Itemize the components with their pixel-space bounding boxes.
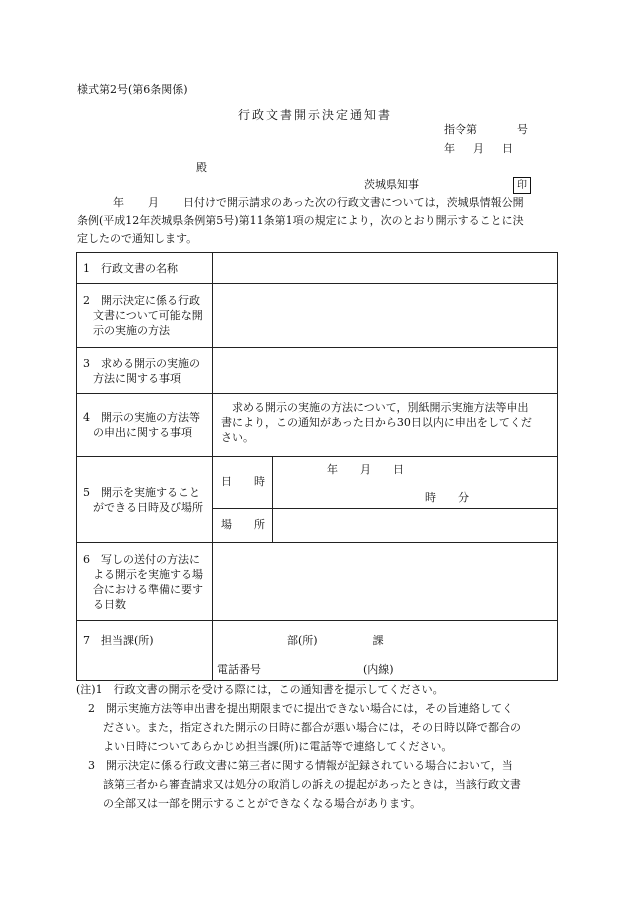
label-line: 示の実施の方法 — [93, 324, 170, 337]
field-contact — [213, 621, 558, 681]
issue-date — [444, 142, 513, 157]
intro-line-3: 定したので通知します。 — [77, 232, 198, 245]
intro-month: 月 — [148, 196, 159, 209]
contact-dept: 部(所) 課 — [287, 633, 384, 647]
date-day: 日 — [502, 142, 513, 155]
label-line: 5 開示を実施すること — [83, 485, 200, 499]
label-line: 2 開示決定に係る行政 — [83, 294, 200, 307]
row-disclosure-method — [77, 284, 558, 348]
document-title: 行政文書開示決定通知書 — [237, 108, 392, 122]
label-document-name: 1 行政文書の名称 — [77, 253, 213, 284]
label-contact: 7 担当課(所) — [77, 621, 213, 681]
label-datetime: 日 時 — [213, 457, 273, 509]
field-disclosure-method — [213, 284, 558, 348]
intro-year: 年 — [113, 196, 124, 209]
seal-mark: 印 — [513, 177, 531, 194]
note-3-line-2: 該第三者から審査請求又は処分の取消しの訴えの提起があったときは，当該行政文書 — [103, 778, 521, 791]
field-preparation-days — [213, 543, 558, 621]
label-datetime-place — [77, 457, 213, 543]
ref-prefix: 指令第 — [444, 123, 477, 136]
label-line: 文書について可能な開 — [93, 309, 203, 322]
row-application — [77, 394, 558, 457]
label-line: 3 求める開示の実施の — [83, 356, 200, 370]
contact-phone-label: 電話番号 — [217, 662, 261, 676]
row-datetime — [77, 457, 558, 509]
notice-line: 書により，この通知があった日から30日以内に申出をしてくだ — [221, 416, 532, 429]
datetime-date: 年 月 日 — [327, 462, 404, 476]
label-line: 合における準備に要す — [93, 582, 203, 596]
label-line: 4 開示の実施の方法等 — [83, 411, 200, 424]
note-2-line-2: ださい。また，指定された開示の日時に都合が悪い場合には，その日時以降で都合の — [103, 721, 521, 734]
label-application — [77, 394, 213, 457]
intro-paragraph — [77, 194, 557, 248]
field-document-name — [213, 253, 558, 284]
form-number: 様式第2号(第6条関係) — [77, 83, 188, 96]
sender-name: 茨城県知事 — [364, 178, 419, 191]
datetime-time: 時 分 — [425, 490, 469, 504]
label-line: ができる日時及び場所 — [93, 500, 203, 514]
notes-section — [76, 680, 556, 813]
note-2-line-3: よい日時についてあらかじめ担当課(所)に電話等で連絡してください。 — [103, 740, 453, 753]
application-notice — [213, 394, 558, 457]
label-place: 場 所 — [213, 509, 273, 543]
addressee: 殿 — [196, 161, 207, 174]
reference-number — [444, 123, 528, 138]
label-requested-method — [77, 348, 213, 394]
note-3-line-1: 3 開示決定に係る行政文書に第三者に関する情報が記録されている場合において，当 — [88, 759, 513, 772]
field-requested-method — [213, 348, 558, 394]
note-3-line-3: の全部又は一部を開示することができなくなる場合があります。 — [103, 797, 422, 810]
row-document-name — [77, 253, 558, 284]
field-datetime — [273, 457, 558, 509]
row-preparation-days — [77, 543, 558, 621]
label-line: 方法に関する事項 — [93, 371, 181, 385]
label-line: の申出に関する事項 — [93, 426, 192, 439]
row-contact — [77, 621, 558, 681]
label-disclosure-method — [77, 284, 213, 348]
intro-line-1 — [77, 194, 557, 212]
row-requested-method — [77, 348, 558, 394]
notice-line: さい。 — [221, 431, 254, 444]
note-2-line-1: 2 開示実施方法等申出書を提出期限までに提出できない場合には，その旨連絡してく — [88, 702, 513, 715]
label-line: よる開示を実施する場 — [93, 567, 203, 581]
contact-extension-label: (内線) — [363, 662, 394, 676]
date-year: 年 — [444, 142, 455, 155]
label-preparation-days — [77, 543, 213, 621]
label-line: る日数 — [93, 597, 126, 611]
label-line: 6 写しの送付の方法に — [83, 552, 200, 566]
intro-line1-tail: 日付けで開示請求のあった次の行政文書については，茨城県情報公開 — [183, 196, 524, 209]
notice-line: 求める開示の実施の方法について，別紙開示実施方法等申出 — [221, 401, 529, 414]
ref-suffix: 号 — [517, 123, 528, 136]
notice-table — [76, 252, 558, 681]
date-month: 月 — [473, 142, 484, 155]
note-1: (注)1 行政文書の開示を受ける際には，この通知書を提示してください。 — [76, 683, 444, 696]
field-place — [273, 509, 558, 543]
intro-line-2: 条例(平成12年茨城県条例第5号)第11条第1項の規定により，次のとおり開示することに決 — [77, 214, 524, 227]
